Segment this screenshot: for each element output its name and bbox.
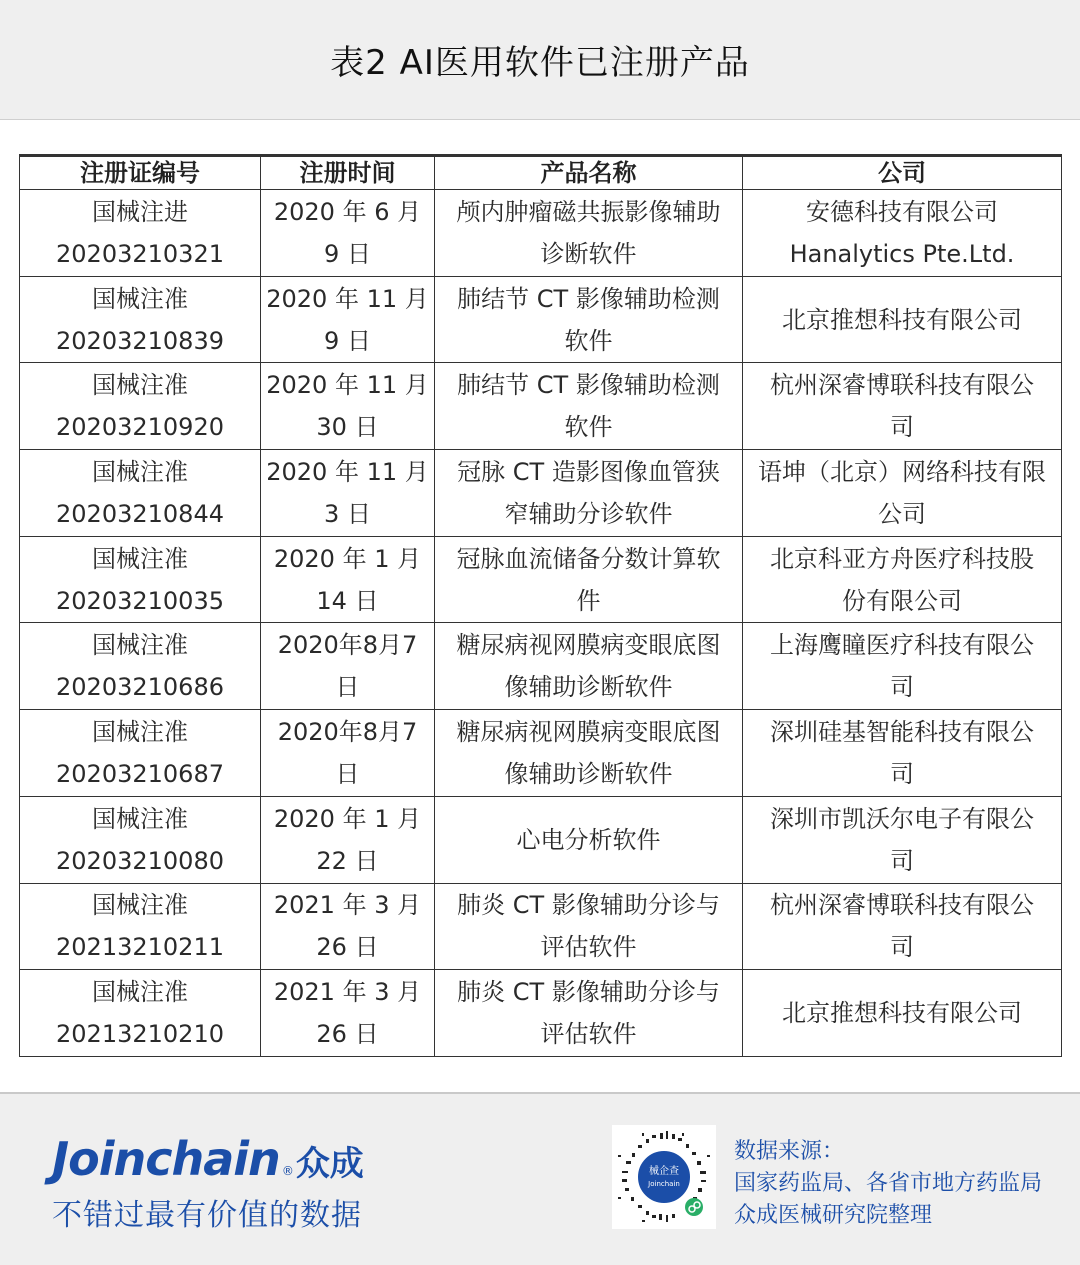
cell-text-line: 司	[890, 673, 914, 702]
source-line: 数据来源：	[734, 1139, 845, 1164]
cell-text-line: 诊断软件	[540, 239, 637, 268]
cell-text-line: 颅内肿瘤磁共振影像辅助	[456, 197, 721, 226]
cell-text-line: 国械注准	[92, 371, 188, 400]
cell-text-line: 22 日	[316, 846, 379, 875]
cell-text-line: 2020 年 11 月	[266, 457, 429, 486]
header-reg-date: 注册时间	[261, 156, 435, 190]
cell-text-line: 30 日	[316, 413, 379, 442]
registered-mark: ®	[281, 1164, 294, 1178]
brand-slogan: 不错过最有价值的数据	[52, 1198, 362, 1233]
cell-text-line: 北京推想科技有限公司	[782, 305, 1022, 334]
cell-text-line: 糖尿病视网膜病变眼底图	[456, 631, 721, 660]
cell-company	[743, 276, 1062, 363]
cell-product-name	[435, 970, 743, 1057]
footer	[0, 1094, 1080, 1265]
cell-text-line: 日	[335, 673, 360, 702]
table-row	[20, 970, 1062, 1057]
brand-name-en: Joinchain	[52, 1132, 280, 1186]
cell-text-line: 26 日	[316, 933, 379, 962]
cell-reg-number	[20, 276, 261, 363]
cell-text-line: 上海鹰瞳医疗科技有限公	[770, 631, 1034, 660]
cell-reg-number	[20, 190, 261, 277]
cell-text-line: 9 日	[324, 326, 371, 355]
brand-logo	[52, 1132, 364, 1186]
cell-text-line: 14 日	[316, 586, 379, 615]
cell-text-line: 9 日	[324, 239, 371, 268]
cell-reg-date	[261, 623, 435, 710]
cell-text-line: 2020 年 1 月	[273, 544, 422, 573]
cell-text-line: 2020 年 1 月	[273, 804, 422, 833]
cell-text-line: 心电分析软件	[516, 825, 661, 854]
qr-label-cn: 械企查	[649, 1166, 679, 1177]
cell-product-name	[435, 363, 743, 450]
page-header	[0, 0, 1080, 120]
cell-text-line: 评估软件	[540, 933, 637, 962]
data-source-note	[734, 1136, 1042, 1232]
cell-text-line: 公司	[878, 499, 926, 528]
cell-text-line: 国械注准	[92, 804, 188, 833]
cell-reg-date	[261, 190, 435, 277]
cell-text-line: 2020年8月7	[277, 631, 418, 660]
cell-text-line: 国械注进	[92, 197, 188, 226]
cell-company	[743, 363, 1062, 450]
table-row	[20, 363, 1062, 450]
cell-company	[743, 796, 1062, 883]
cell-text-line: 2020 年 11 月	[266, 284, 429, 313]
cell-product-name	[435, 883, 743, 970]
qr-code-icon	[612, 1125, 716, 1229]
table-row	[20, 883, 1062, 970]
cell-text-line: 国械注准	[92, 978, 188, 1007]
table-row	[20, 623, 1062, 710]
page-title: 表2 AI医用软件已注册产品	[330, 43, 750, 83]
cell-text-line: 国械注准	[92, 284, 188, 313]
cell-text-line: 日	[335, 759, 360, 788]
cell-company	[743, 450, 1062, 537]
cell-text-line: 语坤（北京）网络科技有限	[758, 457, 1046, 486]
cell-reg-date	[261, 883, 435, 970]
cell-reg-date	[261, 710, 435, 797]
cell-product-name	[435, 710, 743, 797]
cell-reg-number	[20, 883, 261, 970]
cell-text-line: 3 日	[324, 499, 371, 528]
cell-product-name	[435, 450, 743, 537]
table-row	[20, 190, 1062, 277]
cell-company	[743, 883, 1062, 970]
cell-text-line: 冠脉血流储备分数计算软	[456, 544, 721, 573]
table-row	[20, 710, 1062, 797]
cell-text-line: 深圳市凯沃尔电子有限公	[770, 804, 1034, 833]
cell-reg-date	[261, 276, 435, 363]
cell-product-name	[435, 796, 743, 883]
cell-company	[743, 190, 1062, 277]
cell-reg-number	[20, 970, 261, 1057]
source-line: 国家药监局、各省市地方药监局	[734, 1171, 1043, 1196]
cell-text-line: 20203210686	[56, 673, 224, 702]
cell-text-line: 20203210321	[56, 239, 224, 268]
table-row	[20, 450, 1062, 537]
header-reg-number: 注册证编号	[20, 156, 261, 190]
cell-reg-number	[20, 450, 261, 537]
cell-reg-date	[261, 970, 435, 1057]
cell-company	[743, 970, 1062, 1057]
cell-reg-date	[261, 536, 435, 623]
cell-text-line: 20213210211	[56, 933, 224, 962]
cell-text-line: 冠脉 CT 造影图像血管狭	[457, 457, 720, 486]
cell-reg-number	[20, 710, 261, 797]
cell-company	[743, 536, 1062, 623]
registration-table-container	[19, 154, 1061, 1057]
table-row	[20, 276, 1062, 363]
cell-text-line: 20203210687	[56, 759, 224, 788]
cell-product-name	[435, 190, 743, 277]
cell-company	[743, 623, 1062, 710]
cell-text-line: 国械注准	[92, 717, 188, 746]
source-line: 众成医械研究院整理	[734, 1203, 933, 1228]
cell-text-line: 2020年8月7	[277, 717, 418, 746]
cell-text-line: 糖尿病视网膜病变眼底图	[456, 717, 721, 746]
cell-text-line: 杭州深睿博联科技有限公	[770, 891, 1034, 920]
cell-text-line: 26 日	[316, 1020, 379, 1049]
cell-text-line: 北京科亚方舟医疗科技股	[770, 544, 1034, 573]
cell-text-line: 肺炎 CT 影像辅助分诊与	[457, 978, 720, 1007]
cell-text-line: 20203210920	[56, 413, 224, 442]
cell-text-line: 国械注准	[92, 457, 188, 486]
cell-text-line: 司	[890, 846, 914, 875]
cell-reg-date	[261, 450, 435, 537]
table-row	[20, 536, 1062, 623]
cell-text-line: 肺结节 CT 影像辅助检测	[457, 284, 720, 313]
table-body	[20, 190, 1062, 1057]
cell-text-line: 司	[890, 413, 914, 442]
header-product-name: 产品名称	[435, 156, 743, 190]
cell-text-line: 司	[890, 759, 914, 788]
cell-text-line: 20213210210	[56, 1020, 224, 1049]
cell-text-line: 20203210839	[56, 326, 224, 355]
table-row	[20, 796, 1062, 883]
cell-reg-number	[20, 363, 261, 450]
cell-text-line: 像辅助诊断软件	[504, 673, 673, 702]
header-company: 公司	[743, 156, 1062, 190]
cell-text-line: 国械注准	[92, 544, 188, 573]
cell-text-line: 肺结节 CT 影像辅助检测	[457, 371, 720, 400]
cell-company	[743, 710, 1062, 797]
qr-label-en: Joinchain	[648, 1180, 680, 1188]
cell-reg-number	[20, 623, 261, 710]
cell-text-line: 2020 年 6 月	[273, 197, 422, 226]
cell-text-line: 窄辅助分诊软件	[504, 499, 673, 528]
registration-table	[19, 154, 1062, 1057]
cell-text-line: 国械注准	[92, 891, 188, 920]
cell-product-name	[435, 276, 743, 363]
cell-text-line: 2020 年 11 月	[266, 371, 429, 400]
cell-text-line: 深圳硅基智能科技有限公	[770, 717, 1034, 746]
cell-text-line: 评估软件	[540, 1020, 637, 1049]
brand-name-cn: 众成	[295, 1144, 364, 1184]
table-header-row	[20, 156, 1062, 190]
cell-text-line: 2021 年 3 月	[273, 891, 422, 920]
cell-text-line: 软件	[564, 326, 613, 355]
cell-text-line: 司	[890, 933, 914, 962]
cell-reg-date	[261, 796, 435, 883]
brand-block	[52, 1132, 364, 1234]
cell-text-line: 20203210844	[56, 499, 224, 528]
cell-text-line: 件	[576, 586, 601, 615]
cell-text-line: 杭州深睿博联科技有限公	[770, 371, 1034, 400]
cell-text-line: 国械注准	[92, 631, 188, 660]
cell-text-line: 20203210080	[56, 846, 224, 875]
cell-product-name	[435, 536, 743, 623]
cell-product-name	[435, 623, 743, 710]
cell-reg-date	[261, 363, 435, 450]
cell-text-line: 北京推想科技有限公司	[782, 999, 1022, 1028]
cell-text-line: Hanalytics Pte.Ltd.	[789, 239, 1015, 268]
cell-text-line: 肺炎 CT 影像辅助分诊与	[457, 891, 720, 920]
cell-text-line: 像辅助诊断软件	[504, 759, 673, 788]
cell-text-line: 软件	[564, 413, 613, 442]
cell-text-line: 20203210035	[56, 586, 224, 615]
cell-reg-number	[20, 796, 261, 883]
mini-program-qr-code	[612, 1125, 716, 1229]
cell-text-line: 份有限公司	[842, 586, 962, 615]
cell-text-line: 2021 年 3 月	[273, 978, 422, 1007]
cell-text-line: 安德科技有限公司	[806, 197, 998, 226]
cell-reg-number	[20, 536, 261, 623]
